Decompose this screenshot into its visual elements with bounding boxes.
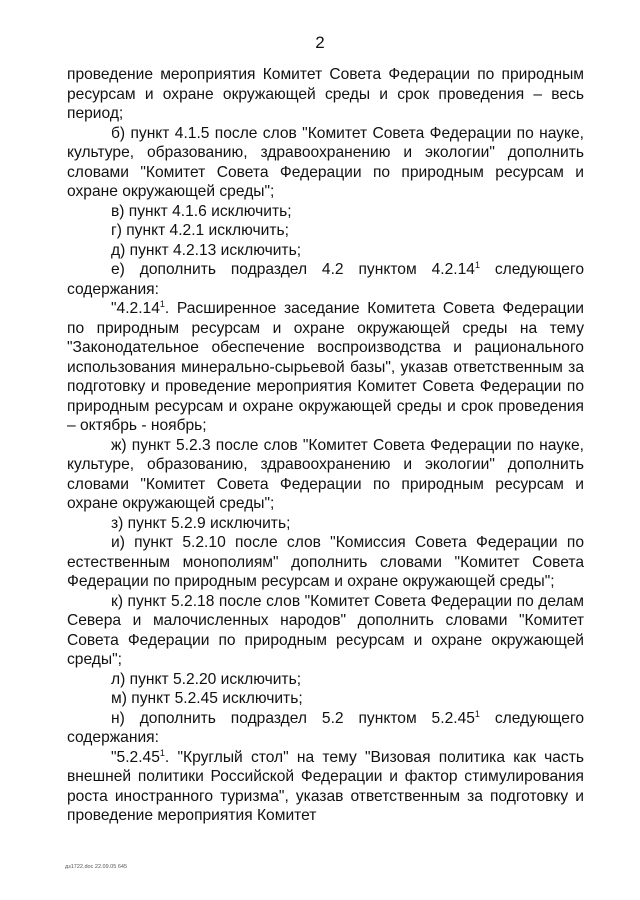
paragraph-text: е) дополнить подраздел 4.2 пунктом 4.2.14 (111, 261, 475, 278)
paragraph (67, 221, 584, 241)
page-number: 2 (315, 33, 325, 52)
superscript: 1 (474, 260, 480, 270)
paragraph (67, 709, 584, 748)
paragraph-text: б) пункт 4.1.5 после слов "Комитет Совета Федерации по науке, культуре, образованию, здравоохранению и экологии" дополнить словами "Комитет Совета Федерации по природным ресурсам и охране окружающей среды"; (67, 124, 584, 200)
paragraph (67, 436, 584, 514)
paragraph-text: л) пункт 5.2.20 исключить; (111, 670, 302, 688)
paragraph (67, 670, 584, 690)
paragraph-text: г) пункт 4.2.1 исключить; (111, 222, 289, 239)
superscript: 1 (159, 747, 165, 758)
paragraph-text: з) пункт 5.2.9 исключить; (111, 514, 291, 532)
paragraph-text: и) пункт 5.2.10 после слов "Комиссия Совета Федерации по естественным монополиям" дополнить словами "Комитет Совета Федерации по природным ресурсам и охране окружающей среды"; (67, 534, 584, 590)
paragraph (67, 689, 584, 709)
paragraph-text-continued: следующего содержания: (67, 261, 584, 298)
paragraph (67, 124, 584, 202)
footer-note: дз1722.doc 22.09.05 645 (65, 864, 128, 870)
paragraph (67, 592, 584, 670)
paragraph (67, 260, 584, 299)
paragraph (67, 748, 584, 826)
paragraph-text-continued: . Расширенное заседание Комитета Совета Федерации по природным ресурсам и охране окружающей среды на тему "Законодательное обеспечение воспроизводства и рационального использования минерально-сырьевой базы", указав ответственным за подготовку и проведение мероприятия Комитет Совета Федерации по природным ресурсам и охране окружающей среды и срок проведения – октябрь - ноябрь; (67, 300, 584, 434)
paragraph-text: проведение мероприятия Комитет Совета Федерации по природным ресурсам и охране окружающей среды и срок проведения – весь период; (67, 66, 584, 122)
paragraph (67, 202, 584, 222)
paragraph-text-continued: следующего содержания: (67, 709, 584, 746)
paragraph (67, 65, 584, 124)
paragraph (67, 533, 584, 592)
paragraph-text: м) пункт 5.2.45 исключить; (111, 690, 303, 707)
paragraph (67, 241, 584, 261)
paragraph-text: "5.2.45 (111, 748, 160, 766)
superscript: 1 (159, 299, 165, 309)
superscript: 1 (474, 708, 480, 719)
paragraph-text: ж) пункт 5.2.3 после слов "Комитет Совета Федерации по науке, культуре, образованию, здравоохранению и экологии" дополнить словами "Комитет Совета Федерации по природным ресурсам и охране окружающей среды"; (67, 436, 584, 512)
paragraph (67, 299, 584, 436)
paragraph-text: д) пункт 4.2.13 исключить; (111, 241, 302, 259)
paragraph-text-continued: . "Круглый стол" на тему "Визовая политика как часть внешней политики Российской Федерации и фактор стимулирования роста иностранного туризма", указав ответственным за подготовку и проведение мероприятия Комитет (67, 748, 584, 824)
paragraph-text: н) дополнить подраздел 5.2 пунктом 5.2.45 (111, 709, 475, 727)
paragraph-text: к) пункт 5.2.18 после слов "Комитет Совета Федерации по делам Севера и малочисленных народов" дополнить словами "Комитет Совета Федерации по природным ресурсам и охране окружающей среды"; (67, 592, 584, 668)
paragraph-text: в) пункт 4.1.6 исключить; (111, 202, 292, 220)
paragraph-text: "4.2.14 (111, 300, 160, 317)
document-body (67, 65, 584, 826)
paragraph (67, 514, 584, 534)
